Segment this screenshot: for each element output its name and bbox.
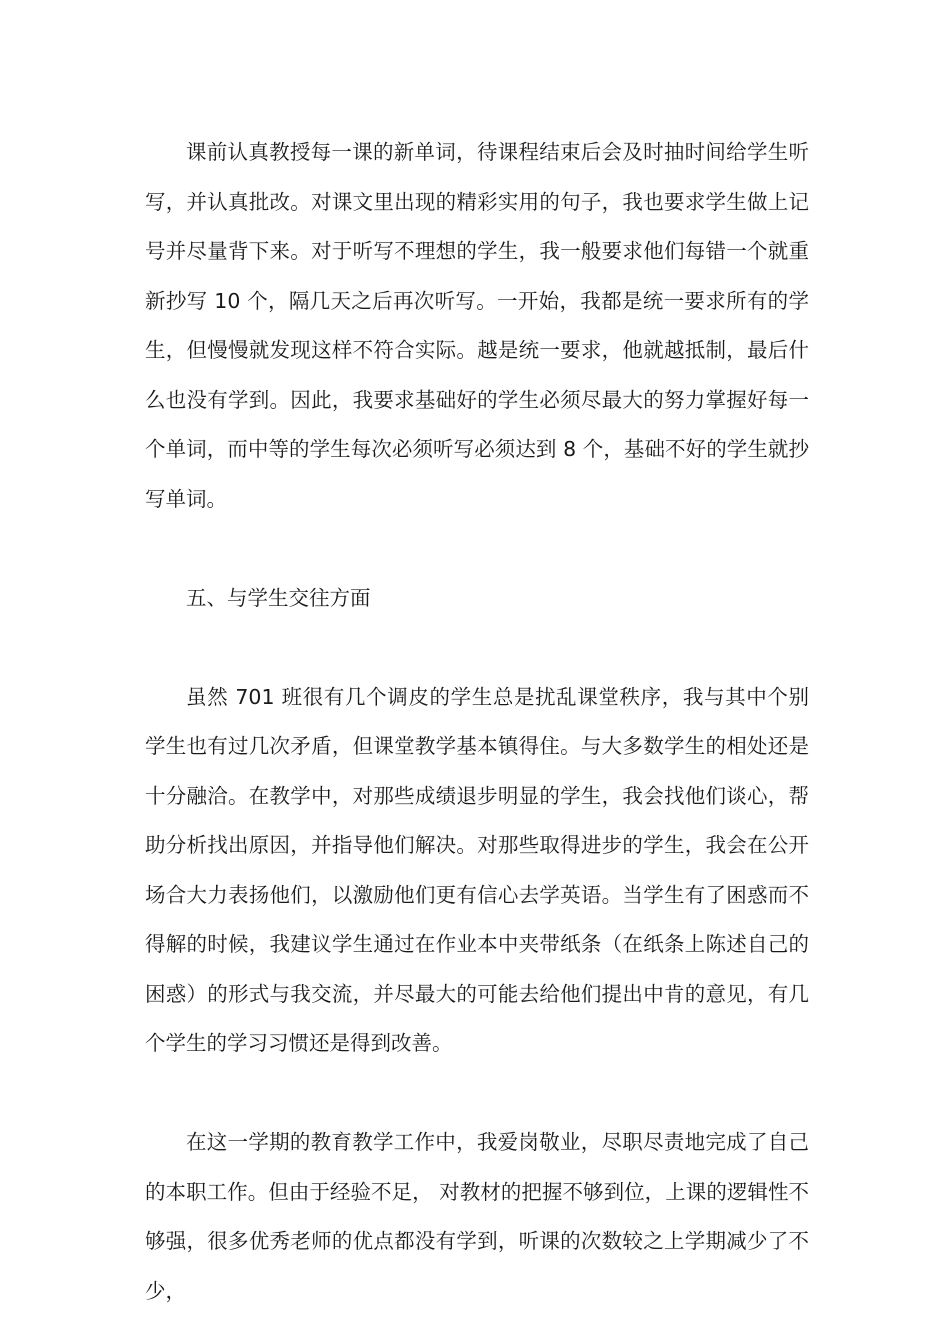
paragraph-reflection: 在这一学期的教育教学工作中，我爱岗敬业，尽职尽责地完成了自己的本职工作。但由于经验不足， 对教材的把握不够到位，上课的逻辑性不够强，很多优秀老师的优点都没有学到，听课的次数较之上学期减少了不少， — [145, 1130, 809, 1303]
paragraph-spacer — [145, 524, 809, 574]
paragraph-dictation: 课前认真教授每一课的新单词，待课程结束后会及时抽时间给学生听写，并认真批改。对课文里出现的精彩实用的句子，我也要求学生做上记号并尽量背下来。对于听写不理想的学生，我一般要求他们每错一个就重新抄写 10 个，隔几天之后再次听写。一开始，我都是统一要求所有的学生，但慢慢就发现这样不符合实际。越是统一要求，他就越抵制，最后什么也没有学到。因此，我要求基础好的学生必须尽最大的努力掌握好每一个单词，而中等的学生每次必须听写必须达到 8 个，基础不好的学生就抄写单词。 — [145, 140, 809, 511]
paragraph-spacer — [145, 1069, 809, 1119]
document-body — [145, 128, 809, 1316]
paragraph-spacer — [145, 623, 809, 673]
paragraph-student-relations: 虽然 701 班很有几个调皮的学生总是扰乱课堂秩序，我与其中个别学生也有过几次矛盾，但课堂教学基本镇得住。与大多数学生的相处还是十分融洽。在教学中，对那些成绩退步明显的学生，我会找他们谈心，帮助分析找出原因，并指导他们解决。对那些取得进步的学生，我会在公开场合大力表扬他们，以激励他们更有信心去学英语。当学生有了困惑而不得解的时候，我建议学生通过在作业本中夹带纸条（在纸条上陈述自己的困惑）的形式与我交流，并尽最大的可能去给他们提出中肯的意见，有几个学生的学习习惯还是得到改善。 — [145, 684, 809, 1055]
section-heading: 五、与学生交往方面 — [186, 585, 371, 610]
